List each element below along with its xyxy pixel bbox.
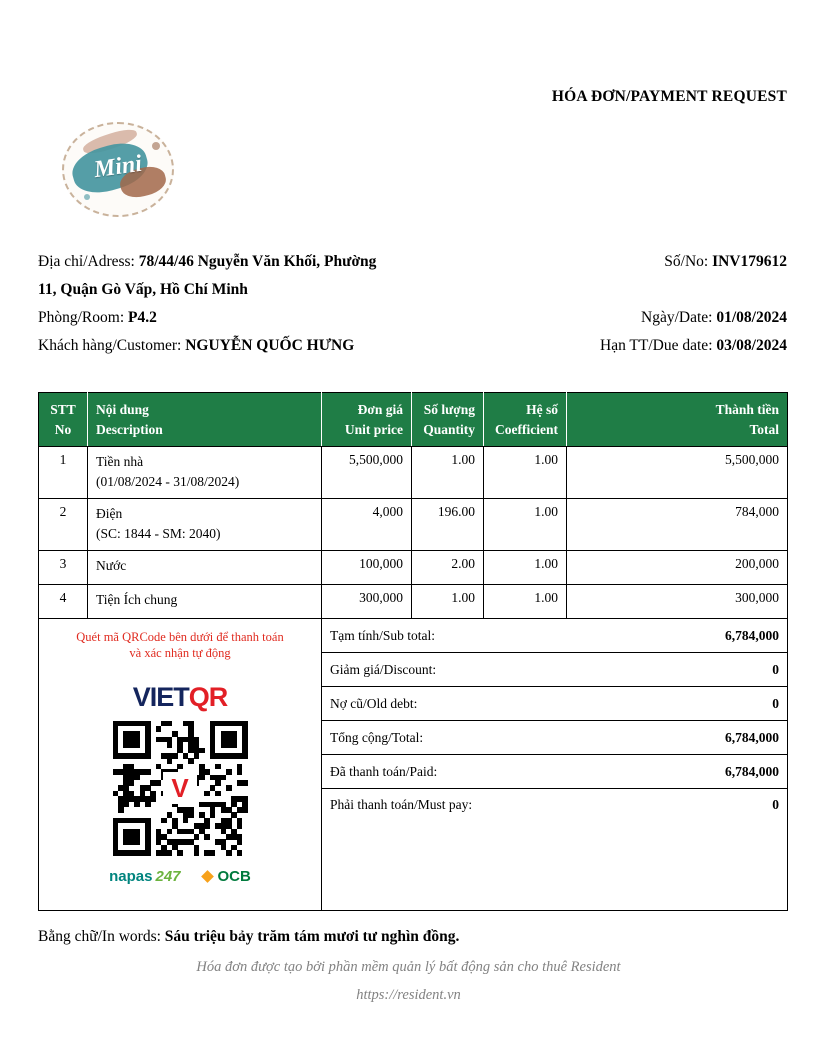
in-words-label: Bằng chữ/In words: <box>38 928 161 945</box>
cell-total: 784,000 <box>567 499 788 551</box>
col-header-quantity <box>412 393 484 447</box>
cell-no: 2 <box>39 499 88 551</box>
cell-unit-price: 100,000 <box>322 551 412 585</box>
invoice-no-label: Số/No: <box>664 253 709 270</box>
header-vi: Đơn giá <box>357 401 403 417</box>
date-label: Ngày/Date: <box>641 309 713 326</box>
invoice-no-line <box>600 248 787 276</box>
due-date-value: 03/08/2024 <box>716 337 787 354</box>
logo-dot <box>152 142 160 150</box>
qr-cell <box>39 619 322 911</box>
qr-instruction <box>43 629 317 662</box>
item-name: Điện <box>96 506 123 521</box>
cell-unit-price: 5,500,000 <box>322 447 412 499</box>
item-name: Tiền nhà <box>96 454 144 469</box>
cell-quantity: 1.00 <box>412 585 484 619</box>
cell-quantity: 196.00 <box>412 499 484 551</box>
address-line-2 <box>38 276 376 304</box>
invoice-info-left <box>38 248 376 360</box>
room-label: Phòng/Room: <box>38 309 125 326</box>
vietqr-v-mark: V <box>163 772 197 804</box>
company-logo <box>62 122 174 217</box>
ocb-logo <box>203 868 251 885</box>
qr-instruction-line1: Quét mã QRCode bên dưới để thanh toán <box>76 630 284 644</box>
footer-note: Hóa đơn được tạo bởi phần mềm quản lý bất động sản cho thuê Resident <box>196 959 621 975</box>
table-header-row <box>39 393 788 447</box>
qr-instruction-line2: và xác nhận tự động <box>129 646 231 661</box>
room-line <box>38 304 376 332</box>
table-row <box>39 499 788 551</box>
ocb-logo-text: OCB <box>217 867 251 885</box>
customer-label: Khách hàng/Customer: <box>38 337 182 354</box>
item-note: (01/08/2024 - 31/08/2024) <box>96 474 240 490</box>
cell-quantity: 1.00 <box>412 447 484 499</box>
summary-value: 6,784,000 <box>567 755 788 789</box>
cell-coefficient: 1.00 <box>484 585 567 619</box>
payment-network-logos <box>43 868 317 885</box>
vietqr-logo-qr: QR <box>188 681 228 712</box>
logo-text: Mini <box>92 150 144 184</box>
cell-quantity: 2.00 <box>412 551 484 585</box>
item-note: (SC: 1844 - SM: 2040) <box>96 526 221 542</box>
cell-description <box>88 447 322 499</box>
footer-url[interactable]: https://resident.vn <box>356 986 461 1003</box>
col-header-stt <box>39 393 88 447</box>
summary-label: Giảm giá/Discount: <box>322 653 567 687</box>
summary-label: Tổng cộng/Total: <box>322 721 567 755</box>
address-line <box>38 248 376 276</box>
col-header-coefficient <box>484 393 567 447</box>
cell-description <box>88 585 322 619</box>
summary-label: Đã thanh toán/Paid: <box>322 755 567 789</box>
table-row <box>39 551 788 585</box>
cell-total: 300,000 <box>567 585 788 619</box>
col-header-description <box>88 393 322 447</box>
document-title: HÓA ĐƠN/PAYMENT REQUEST <box>551 88 787 105</box>
vietqr-logo <box>43 681 317 712</box>
cell-description <box>88 551 322 585</box>
invoice-no-value: INV179612 <box>712 253 787 270</box>
due-date-label: Hạn TT/Due date: <box>600 337 713 354</box>
in-words-value: Sáu triệu bảy trăm tám mươi tư nghìn đồng. <box>164 928 460 945</box>
col-header-total <box>567 393 788 447</box>
header-en: Coefficient <box>495 421 558 437</box>
summary-label: Tạm tính/Sub total: <box>322 619 567 653</box>
cell-no: 1 <box>39 447 88 499</box>
item-name: Nước <box>96 558 127 573</box>
napas-logo-text: napas <box>109 867 153 885</box>
header-en: Description <box>96 421 163 437</box>
cell-unit-price: 4,000 <box>322 499 412 551</box>
col-header-unit-price <box>322 393 412 447</box>
table-row <box>39 585 788 619</box>
header-vi: Số lượng <box>423 401 475 417</box>
summary-label: Nợ cũ/Old debt: <box>322 687 567 721</box>
cell-unit-price: 300,000 <box>322 585 412 619</box>
cell-description <box>88 499 322 551</box>
customer-value: NGUYỄN QUỐC HƯNG <box>185 337 355 354</box>
cell-coefficient: 1.00 <box>484 499 567 551</box>
napas-247-text: 247 <box>155 867 181 885</box>
summary-row <box>39 619 788 653</box>
header-vi: Hệ số <box>526 401 558 417</box>
amount-in-words <box>38 928 459 946</box>
header-vi: Nội dung <box>96 401 149 417</box>
qr-code <box>113 721 248 856</box>
summary-value: 6,784,000 <box>567 721 788 755</box>
cell-total: 200,000 <box>567 551 788 585</box>
cell-coefficient: 1.00 <box>484 551 567 585</box>
summary-label: Phải thanh toán/Must pay: <box>322 789 567 911</box>
table-row <box>39 447 788 499</box>
header-en: No <box>54 421 72 437</box>
room-value: P4.2 <box>128 309 157 326</box>
item-name: Tiện Ích chung <box>96 592 178 607</box>
date-line <box>600 304 787 332</box>
invoice-table <box>38 392 788 911</box>
address-label: Địa chỉ/Adress: <box>38 253 135 270</box>
summary-value: 0 <box>567 789 788 911</box>
logo-dot <box>84 194 90 200</box>
header-en: Unit price <box>344 421 403 437</box>
footer <box>0 954 817 1009</box>
date-value: 01/08/2024 <box>716 309 787 326</box>
address-value: 78/44/46 Nguyễn Văn Khối, Phường <box>138 253 377 270</box>
summary-value: 6,784,000 <box>567 619 788 653</box>
ocb-diamond-icon <box>201 870 214 883</box>
address-value-2: 11, Quận Gò Vấp, Hồ Chí Minh <box>38 281 248 298</box>
invoice-info-right <box>600 248 787 360</box>
cell-no: 4 <box>39 585 88 619</box>
header-vi: Thành tiền <box>715 401 779 417</box>
customer-line <box>38 332 376 360</box>
header-en: Quantity <box>423 421 475 437</box>
cell-coefficient: 1.00 <box>484 447 567 499</box>
header-vi: STT <box>50 401 76 417</box>
summary-value: 0 <box>567 687 788 721</box>
vietqr-logo-viet: VIET <box>132 681 189 712</box>
due-date-line <box>600 332 787 360</box>
summary-value: 0 <box>567 653 788 687</box>
cell-no: 3 <box>39 551 88 585</box>
header-en: Total <box>749 421 779 437</box>
cell-total: 5,500,000 <box>567 447 788 499</box>
napas-logo <box>109 868 180 885</box>
